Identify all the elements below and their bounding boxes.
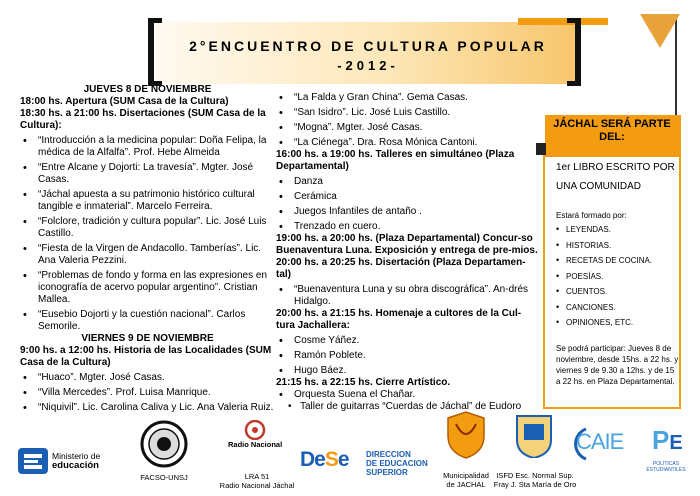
politicas-estudiantiles-logo: [646, 425, 686, 483]
facso-caption: FACSO-UNSJ: [140, 473, 188, 482]
list-item: • POESÍAS.: [556, 269, 676, 285]
bracket-right-top: [567, 18, 581, 23]
book-box-footer: Se podrá participar: Jueves 8 de noviembre, desde 15hs. a 22 hs. y viernes 9 de 9.30 a 12hs. y de 15 a 22 hs. en Plaza Departamental.: [556, 344, 679, 386]
list-item: • “Fiesta de la Virgen de Andacollo. Tamberías”. Lic. Ana Valeria Pezzini.: [38, 243, 275, 267]
day-1-heading: JUEVES 8 DE NOVIEMBRE: [83, 84, 212, 95]
concurso-line: 19:00 hs. a 20:00 hs. (Plaza Departamental) Concur-so Buenaventura Luna. Exposición y entrega de pre-mios.: [276, 233, 538, 256]
homenaje-list: [276, 335, 538, 377]
talks-list: [20, 135, 275, 333]
apertura-line: 18:00 hs. Apertura (SUM Casa de la Cultura): [20, 96, 229, 107]
dese-text-2: DE EDUCACION: [366, 459, 428, 468]
facso-logo: [138, 420, 190, 482]
homenaje-line: 20:00 hs. a 21:15 hs. Homenaje a cultores de la Cul-tura Jachallera:: [276, 308, 522, 331]
decorative-triangle: [640, 14, 680, 48]
list-item: • “San Isidro”. Lic. José Luis Castillo.: [294, 107, 538, 119]
list-item: • “La Falda y Gran China”. Gema Casas.: [294, 92, 538, 104]
isfd-shield-icon: [514, 412, 554, 458]
caie-logo: [568, 425, 636, 465]
list-item: • Ramón Poblete.: [294, 350, 538, 362]
list-item: • “Huaco”. Mgter. José Casas.: [38, 372, 275, 384]
dese-logo: [300, 448, 430, 480]
list-item: • HISTORIAS.: [556, 238, 676, 254]
municipalidad-logo: [436, 410, 496, 490]
bracket-right-bottom: [567, 81, 581, 86]
dese-mark-icon: DeSe: [300, 448, 349, 471]
muni-caption-1: Municipalidad: [443, 471, 489, 480]
list-item: • RECETAS DE COCINA.: [556, 253, 676, 269]
program-column-2: [276, 92, 538, 413]
university-seal-icon: [138, 420, 190, 468]
list-item: • Orquesta Suena el Chañar.: [294, 389, 538, 401]
localities-list: [276, 92, 538, 149]
radio-caption-2: Radio Nacional Jáchal: [219, 481, 295, 490]
ministerio-icon: [18, 448, 50, 474]
caie-text: CAIE: [576, 429, 624, 454]
disertacion-list: [276, 284, 538, 308]
list-item: • “Villa Mercedes”. Prof. Luisa Manrique.: [38, 387, 275, 399]
bracket-left: [148, 18, 154, 86]
list-item: • Juegos Infantiles de antaño .: [294, 206, 538, 218]
list-item: • Danza: [294, 176, 538, 188]
book-box-header-shadow: [536, 143, 546, 155]
radio-caption-1: LRA 51: [244, 472, 270, 481]
radio-nacional-logo: [219, 420, 295, 490]
disertacion-line: 20:00 hs. a 20:25 hs. Disertación (Plaza Departamen-tal): [276, 257, 526, 280]
list-item: • “Niquivil”. Lic. Carolina Caliva y Lic. Ana Valeria Ruiz.: [38, 402, 275, 414]
muni-caption-2: de JACHAL: [446, 480, 486, 489]
list-item: • “Folclore, tradición y cultura popular”. Lic. José Luis Castillo.: [38, 216, 275, 240]
page-title: 2°ENCUENTRO DE CULTURA POPULAR: [189, 38, 547, 54]
list-item: • Cosme Yáñez.: [294, 335, 538, 347]
list-item: • Trenzado en cuero.: [294, 221, 538, 233]
list-item: • Cerámica: [294, 191, 538, 203]
list-item: • “Problemas de fondo y forma en las expresiones en iconografía de acervo popular argentino”. Cristian Mallea.: [38, 270, 275, 306]
taller-guitarras-text: Taller de guitarras “Cuerdas de Jáchal” de Eudoro: [300, 401, 522, 412]
list-item: • “Buenaventura Luna y su obra discográfica”. An-drés Hidalgo.: [294, 284, 538, 308]
list-item: • LEYENDAS.: [556, 222, 676, 238]
list-item: • “Entre Alcane y Dojorti: La travesía”. Mgter. José Casas.: [38, 162, 275, 186]
municipal-crest-icon: [444, 410, 488, 460]
pe-caption: POLÍTICAS ESTUDIANTILES: [646, 461, 686, 473]
dese-text-3: SUPERIOR: [366, 468, 408, 477]
historia-list: [20, 372, 275, 414]
taller-guitarras-line: • Taller de guitarras “Cuerdas de Jáchal” de Eudoro: [288, 401, 522, 412]
book-box-formed-by: Estará formado por:: [556, 211, 627, 220]
radio-icon: [240, 420, 270, 440]
dese-text-1: DIRECCION: [366, 450, 411, 459]
bracket-left-top: [148, 18, 162, 23]
list-item: • “Jáchal apuesta a su patrimonio histórico cultural tangible e inmaterial”. Marcelo Ferreira.: [38, 189, 275, 213]
talleres-list: [276, 176, 538, 233]
list-item: • “La Ciénega”. Dra. Rosa Mónica Cantoni.: [294, 137, 538, 149]
disertaciones-line: 18:30 hs. a 21:00 hs. Disertaciones (SUM Casa de la Cultura):: [20, 108, 266, 131]
isfd-caption-2: Fray J. Sta María de Oro: [493, 480, 577, 489]
list-item: • Hugo Báez.: [294, 365, 538, 377]
list-item: • “Introducción a la medicina popular: Doña Felipa, la médica de la Alfalfa”. Prof. Hebe Almeida: [38, 135, 275, 159]
pe-mark-icon: PE: [652, 425, 683, 455]
list-item: • CANCIONES.: [556, 300, 676, 316]
isfd-caption-1: ISFD Esc. Normal Sup.: [496, 471, 574, 480]
talleres-line: 16:00 hs. a 19:00 hs. Talleres en simultáneo (Plaza Departamental): [276, 149, 515, 172]
book-box-intro: 1er LIBRO ESCRITO POR UNA COMUNIDAD: [556, 162, 675, 192]
list-item: • CUENTOS.: [556, 284, 676, 300]
cierre-line: 21:15 hs. a 22:15 hs. Cierre Artístico.: [276, 377, 451, 388]
ministerio-text-1: Ministerio de: [52, 451, 101, 461]
cierre-list: [276, 389, 538, 401]
book-box-list: [556, 222, 676, 331]
page-subtitle: -2012-: [337, 58, 399, 73]
ministerio-text-2: educación: [52, 460, 99, 471]
ministerio-logo: [18, 448, 128, 474]
list-item: • “Mogna”. Mgter. José Casas.: [294, 122, 538, 134]
list-item: • OPINIONES, ETC.: [556, 315, 676, 331]
radio-title: Radio Nacional: [228, 440, 283, 449]
list-item: • “Eusebio Dojorti y la cuestión nacional”. Carlos Semorile.: [38, 309, 275, 333]
program-column-1: [20, 84, 275, 417]
isfd-logo: [492, 412, 578, 490]
header-accent-bar: [518, 18, 608, 25]
historia-line: 9:00 hs. a 12:00 hs. Historia de las Localidades (SUM Casa de la Cultura): [20, 345, 272, 368]
book-box-title: JÁCHAL SERÁ PARTE DEL:: [553, 118, 671, 143]
day-2-heading: VIERNES 9 DE NOVIEMBRE: [81, 333, 214, 344]
